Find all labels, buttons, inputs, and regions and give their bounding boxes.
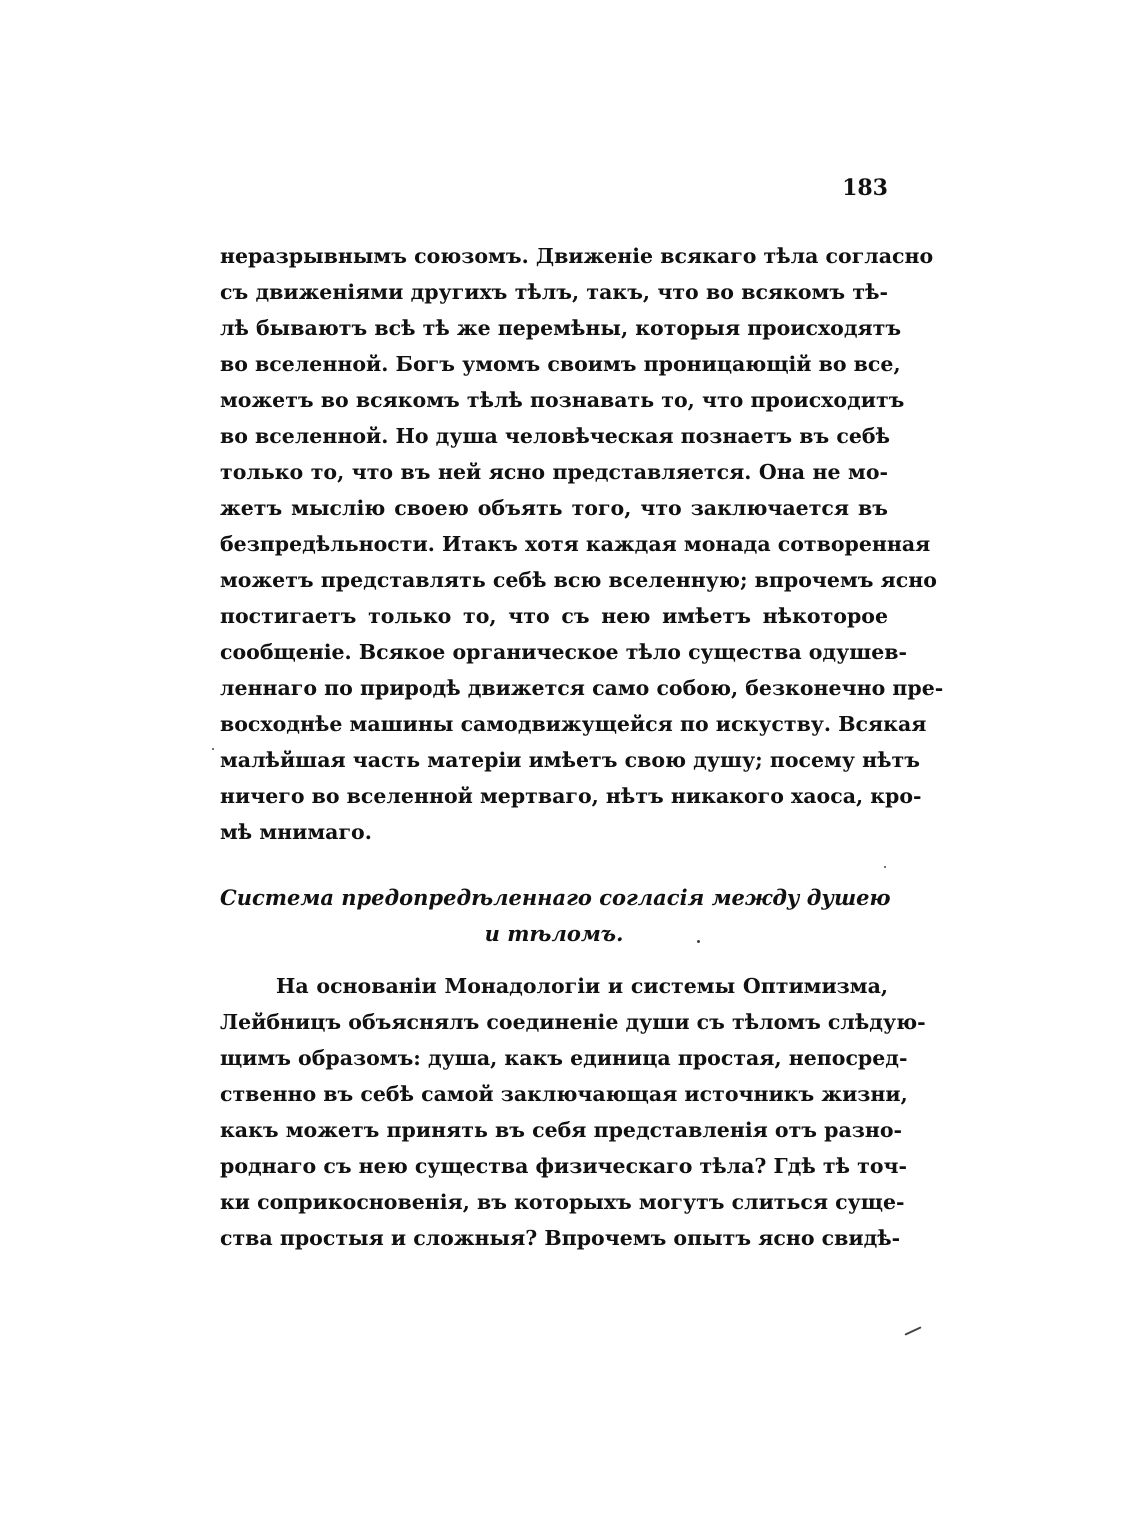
text-line: щимъ образомъ: душа, какъ единица простая, непосред- <box>220 1046 908 1070</box>
text-line: можетъ представлять себѣ всю вселенную; впрочемъ ясно <box>220 568 937 592</box>
text-line: На основанiи Монадологiи и системы Оптимизма, <box>276 974 888 998</box>
text-line: ки соприкосновенiя, въ которыхъ могутъ слиться суще- <box>220 1190 905 1214</box>
text-line: можетъ во всякомъ тѣлѣ познавать то, что происходитъ <box>220 388 905 412</box>
paragraph-continuation <box>220 238 944 850</box>
text-line: Лейбницъ объяснялъ соединенie души съ тѣломъ слѣдую- <box>220 1010 926 1034</box>
text-line: съ движенiями другихъ тѣлъ, такъ, что во всякомъ тѣ- <box>220 280 888 304</box>
text-line: малѣйшая часть матерiи имѣетъ свою душу; посему нѣтъ <box>220 748 920 772</box>
text-line: во вселенной. Богъ умомъ своимъ проницающiй во все, <box>220 352 901 376</box>
text-line: безпредѣльности. Итакъ хотя каждая монада сотворенная <box>220 532 931 556</box>
text-line: роднаго съ нею существа физическаго тѣла? Гдѣ тѣ точ- <box>220 1154 908 1178</box>
text-line: леннаго по природѣ движется само собою, безконечно пре- <box>220 676 944 700</box>
text-line: восходнѣе машины самодвижущейся по искуству. Всякая <box>220 712 927 736</box>
section-heading-line: и тѣломъ. <box>484 921 624 946</box>
text-line: какъ можетъ принять въ себя представленiя отъ разно- <box>220 1118 903 1142</box>
text-line: только то, что въ ней ясно представляется. Она не мо- <box>220 460 888 484</box>
section-heading-line: Система предопредѣленнаго согласiя между душею <box>220 885 891 910</box>
paragraph <box>220 968 926 1256</box>
text-line: мѣ мнимаго. <box>220 820 372 844</box>
text-line: лѣ бываютъ всѣ тѣ же перемѣны, которыя происходятъ <box>220 316 902 340</box>
text-line: постигаетъ только то, что съ нею имѣетъ нѣкоторое <box>220 604 888 628</box>
scan-mark <box>904 1326 921 1335</box>
text-line: ничего во вселенной мертваго, нѣтъ никакого хаоса, кро- <box>220 784 922 808</box>
page-number: 183 <box>842 175 888 201</box>
text-line: неразрывнымъ союзомъ. Движенie всякаго тѣла согласно <box>220 244 934 268</box>
scan-speck <box>884 866 886 868</box>
scan-speck <box>212 748 214 750</box>
scan-speck <box>697 940 700 943</box>
section-heading <box>220 880 891 952</box>
text-line: во вселенной. Но душа человѣческая познаетъ въ себѣ <box>220 424 891 448</box>
text-line: сообщенie. Всякое органическое тѣло существа одушев- <box>220 640 908 664</box>
text-line: жетъ мыслiю своею объять того, что заключается въ <box>220 496 888 520</box>
text-line: ственно въ себѣ самой заключающая источникъ жизни, <box>220 1082 908 1106</box>
text-line: ства простыя и сложныя? Впрочемъ опытъ ясно свидѣ- <box>220 1226 901 1250</box>
